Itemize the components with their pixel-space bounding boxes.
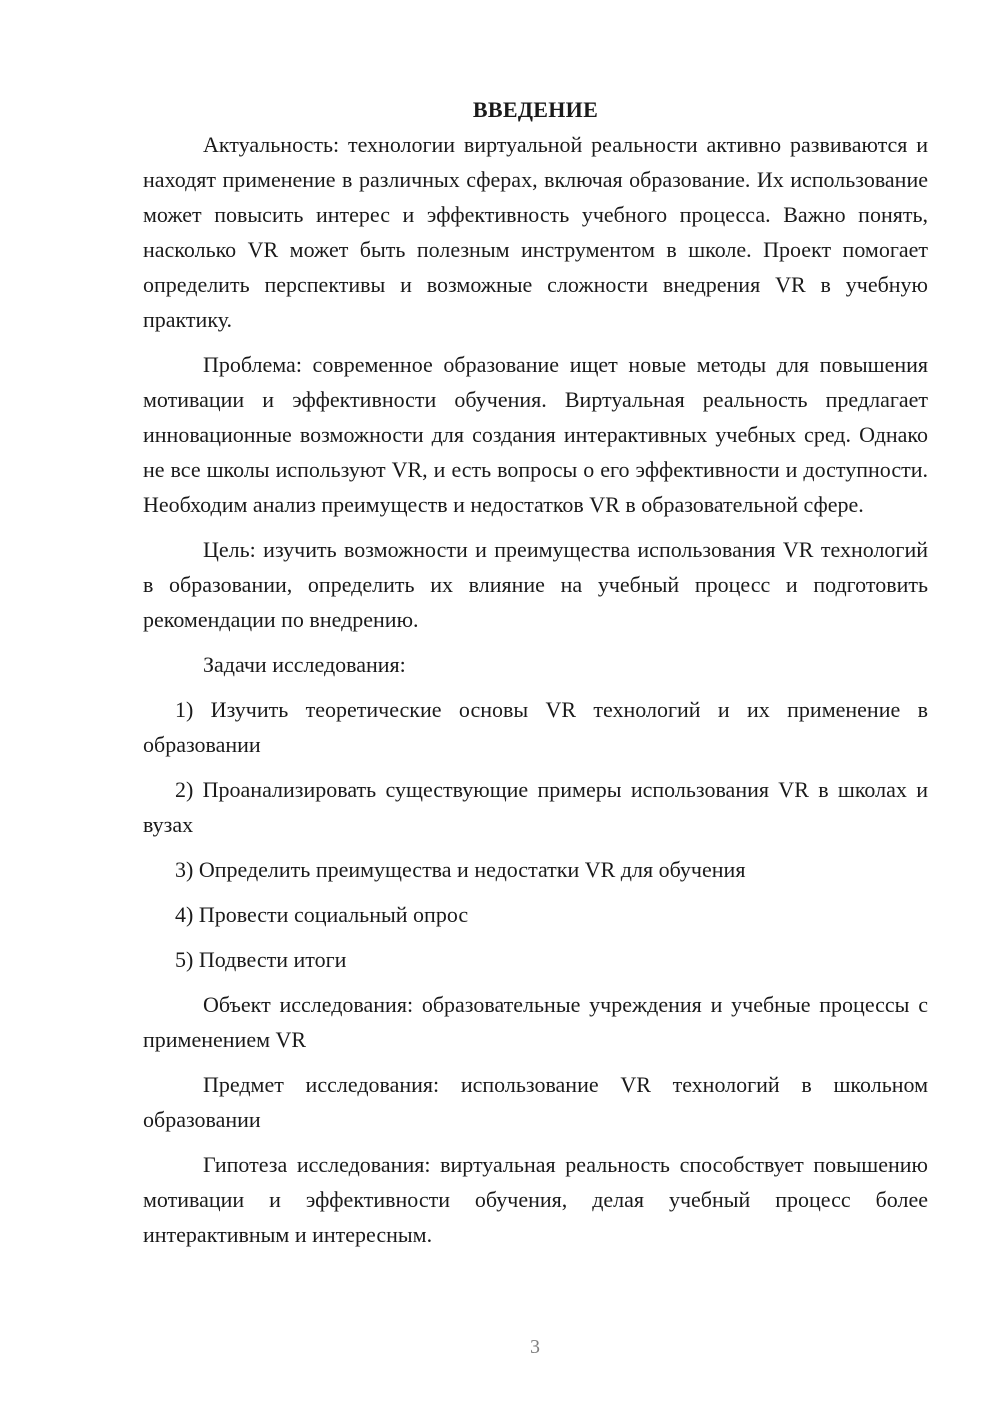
list-item: 4) Провести социальный опрос <box>175 902 469 927</box>
page-title: ВВЕДЕНИЕ <box>472 97 599 122</box>
paragraph-tasks-title: Задачи исследования: <box>203 652 406 677</box>
list-item: 2) Проанализировать существующие примеры использования VR в школах и вузах <box>143 777 928 837</box>
list-item: 3) Определить преимущества и недостатки VR для обучения <box>175 857 746 882</box>
tasks-list <box>143 692 928 977</box>
paragraph-problem: Проблема: современное образование ищет новые методы для повышения мотивации и эффективности обучения. Виртуальная реальность предлагает инновационные возможности для создания интерактивных учебных сред. Однако не все школы используют VR, и есть вопросы о его эффективности и доступности. Необходим анализ преимуществ и недостатков VR в образовательной сфере. <box>143 352 928 517</box>
paragraph-subject: Предмет исследования: использование VR технологий в школьном образовании <box>143 1072 928 1132</box>
list-item: 1) Изучить теоретические основы VR технологий и их применение в образовании <box>143 697 928 757</box>
paragraph-hypothesis: Гипотеза исследования: виртуальная реальность способствует повышению мотивации и эффективности обучения, делая учебный процесс более интерактивным и интересным. <box>143 1152 928 1247</box>
paragraph-goal: Цель: изучить возможности и преимущества использования VR технологий в образовании, определить их влияние на учебный процесс и подготовить рекомендации по внедрению. <box>143 537 928 632</box>
paragraph-object: Объект исследования: образовательные учреждения и учебные процессы с применением VR <box>143 992 928 1052</box>
paragraph-relevance: Актуальность: технологии виртуальной реальности активно развиваются и находят применение в различных сферах, включая образование. Их использование может повысить интерес и эффективность учебного процесса. Важно понять, насколько VR может быть полезным инструментом в школе. Проект помогает определить перспективы и возможные сложности внедрения VR в учебную практику. <box>143 132 928 332</box>
list-item: 5) Подвести итоги <box>175 947 347 972</box>
document-page <box>143 92 928 1252</box>
page-number: 3 <box>530 1336 540 1358</box>
